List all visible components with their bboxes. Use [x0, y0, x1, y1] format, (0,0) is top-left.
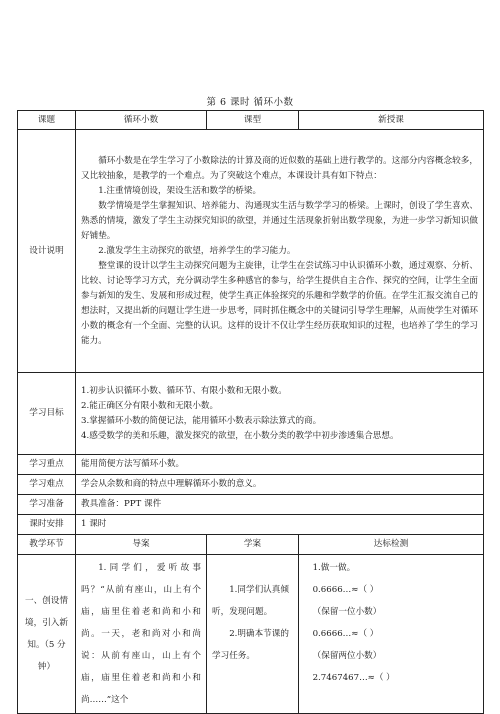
difficulty-label: 学习难点 — [18, 475, 76, 495]
preparation-value: 教具准备：PPT 课件 — [76, 495, 484, 515]
row-process-header — [18, 535, 484, 555]
header-check: 达标检测 — [299, 535, 484, 555]
page-title: 第 6 课时 循环小数 — [206, 97, 294, 108]
goal-item-3: 3.掌握循环小数的简便记法，能用循环小数表示除法算式的商。 — [81, 415, 322, 426]
key-point-label: 学习重点 — [18, 455, 76, 475]
stage-1-guide — [76, 555, 207, 714]
lesson-plan-table — [17, 110, 484, 714]
design-para-4: 2.激发学生主动探究的欲望，培养学生的学习能力。 — [98, 245, 296, 256]
stage-1-study-1: 1.同学们认真倾听，发现问题。 — [212, 585, 289, 617]
topic-label: 课题 — [18, 111, 76, 130]
key-point-value: 能用简便方法写循环小数。 — [76, 455, 484, 475]
row-key-point — [18, 455, 484, 475]
row-goals — [18, 373, 484, 455]
stage-1-study-2: 2.明确本节课的学习任务。 — [212, 629, 289, 661]
type-label: 课型 — [207, 111, 299, 130]
topic-value: 循环小数 — [76, 111, 207, 130]
stage-1-check — [299, 555, 484, 714]
row-schedule — [18, 515, 484, 535]
schedule-value: 1 课时 — [76, 515, 484, 535]
row-stage-1 — [18, 555, 484, 714]
stage-1-check-4: 0.6666…≈（ ） — [312, 629, 379, 639]
header-guide: 导案 — [76, 535, 207, 555]
design-para-2: 1.注重情境创设，架设生活和数学的桥梁。 — [98, 185, 262, 196]
stage-1-check-5: （保留两位小数） — [312, 651, 382, 661]
design-para-5: 整堂课的设计以学生主动探究问题为主旋律，让学生在尝试练习中认识循环小数，通过观察、分析、比较、讨论等学习方式，充分调动学生多种感官的参与，给学生提供自主合作、探究的空间，让学生全面参与新知的发生、发展和形成过程，使学生真正体验探究的乐趣和学数学的价值。在学生汇报交流自己的想法时，又提出新的问题让学生进一步思考，同时抓住概念中的关键词引导学生理解，从而使学生对循环小数的概念有一个全面、完整的认识。这样的设计不仅让学生经历获取知识的过程，也培养了学生的学习能力。 — [81, 260, 478, 346]
design-label: 设计说明 — [18, 130, 76, 373]
schedule-label: 课时安排 — [18, 515, 76, 535]
header-study: 学案 — [207, 535, 299, 555]
row-topic — [18, 111, 484, 130]
header-stage: 教学环节 — [18, 535, 76, 555]
goals-label: 学习目标 — [18, 373, 76, 455]
stage-1-study — [207, 555, 299, 714]
type-value: 新授课 — [299, 111, 484, 130]
stage-1-check-1: 1.做一做。 — [312, 563, 356, 573]
goal-item-2: 2.能正确区分有限小数和无限小数。 — [81, 400, 219, 411]
goals-content — [76, 373, 484, 455]
design-content — [76, 130, 484, 373]
goal-item-4: 4.感受数学的美和乐趣，激发探究的欲望，在小数分类的教学中初步渗透集合思想。 — [81, 430, 399, 441]
stage-1-label-line-1: 一、创设情 — [25, 596, 68, 606]
row-design — [18, 130, 484, 373]
stage-1-check-6: 2.7467467…≈（ ） — [312, 673, 395, 683]
stage-1-check-3: （保留一位小数） — [312, 607, 382, 617]
design-para-1: 循环小数是在学生学习了小数除法的计算及商的近似数的基础上进行教学的。这部分内容概念较多，又比较抽象，是教学的一个难点。为了突破这个难点，本课设计具有如下特点： — [81, 155, 478, 181]
preparation-label: 学习准备 — [18, 495, 76, 515]
row-preparation — [18, 495, 484, 515]
goal-item-1: 1.初步认识循环小数、循环节、有限小数和无限小数。 — [81, 385, 287, 396]
difficulty-value: 学会从余数和商的特点中理解循环小数的意义。 — [76, 475, 484, 495]
stage-1-label-line-3: 知。（5 分 — [27, 640, 66, 650]
row-difficulty — [18, 475, 484, 495]
stage-1-label-line-2: 境，引入新 — [25, 618, 68, 628]
stage-1-label — [18, 555, 76, 714]
stage-1-label-line-4: 钟） — [37, 662, 56, 672]
stage-1-check-2: 0.6666…≈（ ） — [312, 585, 379, 595]
stage-1-guide-text: 1.同学们，爱听故事吗？“从前有座山，山上有个庙，庙里住着老和尚和小和尚。一天，老和尚对小和尚说：从前有座山，山上有个庙，庙里住着老和尚和小和尚……”这个 — [81, 563, 201, 705]
design-para-3: 数学情境是学生掌握知识、培养能力、沟通现实生活与数学学习的桥梁。上课时，创设了学生喜欢、熟悉的情境，激发了学生主动探究知识的欲望，并通过生活现象折射出数学现象，为进一步学习新知识做好铺垫。 — [81, 200, 478, 241]
